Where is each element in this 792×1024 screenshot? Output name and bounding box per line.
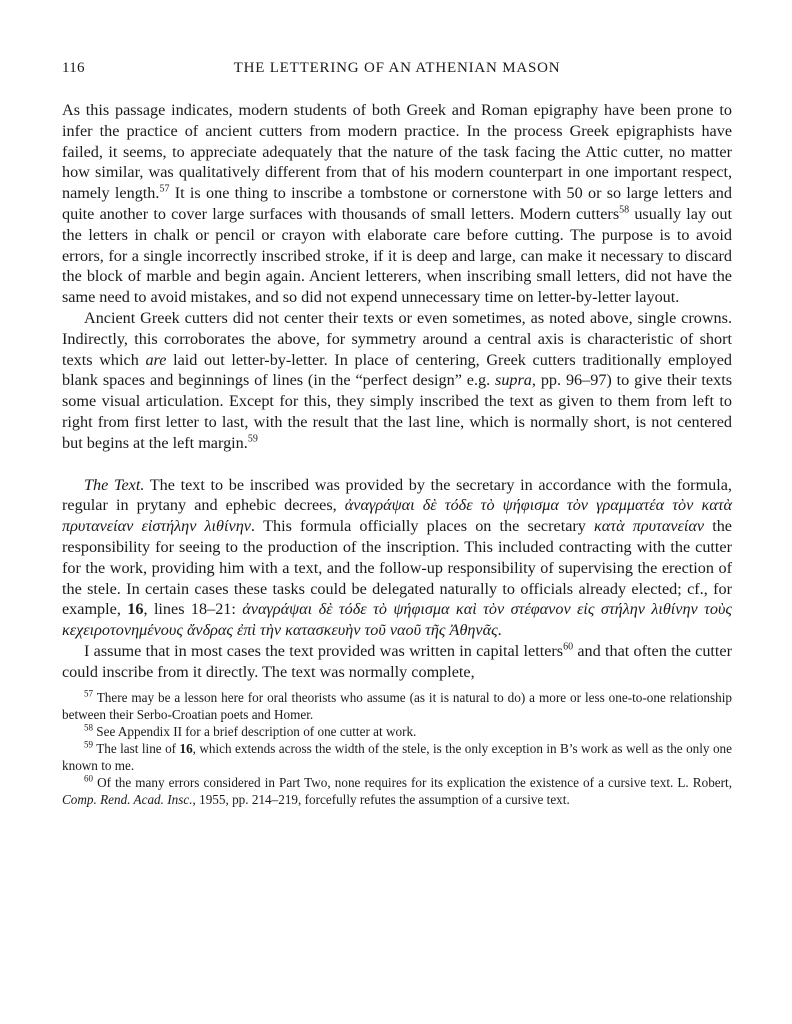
footnote-marker: 58 [84,722,93,733]
paragraph-1-text-c: usually lay out the letters in chalk or pencil or crayon with elaborate care before cutting. The purpose is to avoid errors, for a single incorrectly inscribed stroke, if it is deep and large, can make it necessary to discard the block of marble and begin again. Ancient letterers, when inscribing small letters, did not have the same need to avoid mistakes, and so did not expend unnecessary time on letter-by-letter layout. [62,204,732,307]
footnote-ref-57[interactable]: 57 [159,183,170,195]
footnote-marker: 57 [84,688,93,699]
footnote-text-b: , which extends across the width of the stele, is the only exception in B’s work as well as the only one known to me. [62,740,732,773]
footnote-57 [62,689,732,723]
body-text [62,100,732,683]
inscription-ref-16: 16 [179,740,193,756]
footnote-text-a: Of the many errors considered in Part Two, none requires for its explication the existence of a cursive text. L. Robert, [93,774,732,790]
footnote-text: See Appendix II for a brief description of one cutter at work. [93,723,417,739]
section-heading-the-text: The Text. [84,475,145,494]
paragraph-4 [62,641,732,683]
paragraph-4-text-a: I assume that in most cases the text provided was written in capital letters [84,641,564,660]
paragraph-2-text-c: , pp. 96–97) to give their texts some visual articulation. Except for this, they simply inscribed the text as given to them from left to right from first letter to last, with the result that the last line, which is normally short, is not centered but begins at the left margin. [62,371,732,452]
footnotes [62,689,732,808]
page [62,60,732,808]
paragraph-1-text-a: As this passage indicates, modern students of both Greek and Roman epigraphy have been prone to infer the practice of ancient cutters from modern practice. In the process Greek epigraphists have failed, it seems, to appreciate adequately that the nature of the task facing the Attic cutter, no matter how similar, was qualitatively different from that of his modern counterpart in one important respect, namely length. [62,101,732,203]
footnote-ref-60[interactable]: 60 [563,641,574,653]
paragraph-3 [62,475,732,641]
footnote-marker: 60 [84,773,93,784]
paragraph-2-emphasis-supra: supra [495,371,532,390]
footnote-59 [62,740,732,774]
paragraph-2-text-a: Ancient Greek cutters did not center their texts or even sometimes, as noted above, single crowns. Indirectly, this corroborates the above, for symmetry around a central axis is characteristic of short texts which [62,308,732,369]
inscription-ref-16: 16 [127,600,144,619]
section-gap [62,454,732,475]
paragraph-2-emphasis-are: are [145,350,167,369]
paragraph-4-text-b: and that often the cutter could inscribe from it directly. The text was normally complete, [62,641,733,681]
greek-formula-1: ἀναγράψαι δὲ τόδε τὸ ψήφισμα τὸν γραμματέα τὸν κατὰ πρυτανείαν εἰστήλην λιθίνην [62,496,733,536]
footnote-ref-58[interactable]: 58 [619,204,630,216]
page-number: 116 [62,60,85,76]
paragraph-1-text-b: It is one thing to inscribe a tombstone or cornerstone with 50 or so large letters and quite another to cover large surfaces with thousands of small letters. Modern cutters [62,184,732,223]
paragraph-3-text-b: . This formula officially places on the secretary [250,517,595,536]
paragraph-2-text-b: laid out letter-by-letter. In place of centering, Greek cutters traditionally employed blank spaces and beginnings of lines (in the “perfect design” e.g. [62,350,732,390]
footnote-marker: 59 [84,739,93,750]
greek-formula-2: κατὰ πρυτανείαν [594,517,705,536]
paragraph-1 [62,100,732,308]
running-header [62,60,732,84]
journal-title: Comp. Rend. Acad. Insc. [62,791,193,807]
running-title: THE LETTERING OF AN ATHENIAN MASON [233,60,561,76]
paragraph-3-text-d: , lines 18–21: [143,600,243,619]
footnote-58 [62,723,732,740]
footnote-text-b: , 1955, pp. 214–219, forcefully refutes the assumption of a cursive text. [192,791,570,807]
footnote-60 [62,774,732,808]
footnote-ref-59[interactable]: 59 [247,433,258,445]
paragraph-3-text-e: . [497,621,502,640]
paragraph-3-text-c: the responsibility for seeing to the production of the inscription. This included contracting with the cutter for the work, providing him with a text, and the follow-up responsibility of supervising the erection of the stele. In certain cases these tasks could be delegated naturally to officials already elected; cf., for example, [62,517,732,619]
greek-formula-3: ἀναγράψαι δὲ τόδε τὸ ψήφισμα καὶ τὸν στέφανον εἰς στήλην λιθίνην τοὺς κεχειροτονημένους ἄνδρας ἐπὶ τὴν κατασκευὴν τοῦ ναοῦ τῆς Ἀθηνᾶς [62,600,732,640]
paragraph-3-text-a: The text to be inscribed was provided by the secretary in accordance with the formula, regular in prytany and ephebic decrees, [62,475,732,515]
footnote-text-a: The last line of [93,740,180,756]
footnote-text: There may be a lesson here for oral theorists who assume (as it is natural to do) a more or less one-to-one relationship between their Serbo-Croatian poets and Homer. [62,689,732,722]
paragraph-2 [62,308,732,454]
